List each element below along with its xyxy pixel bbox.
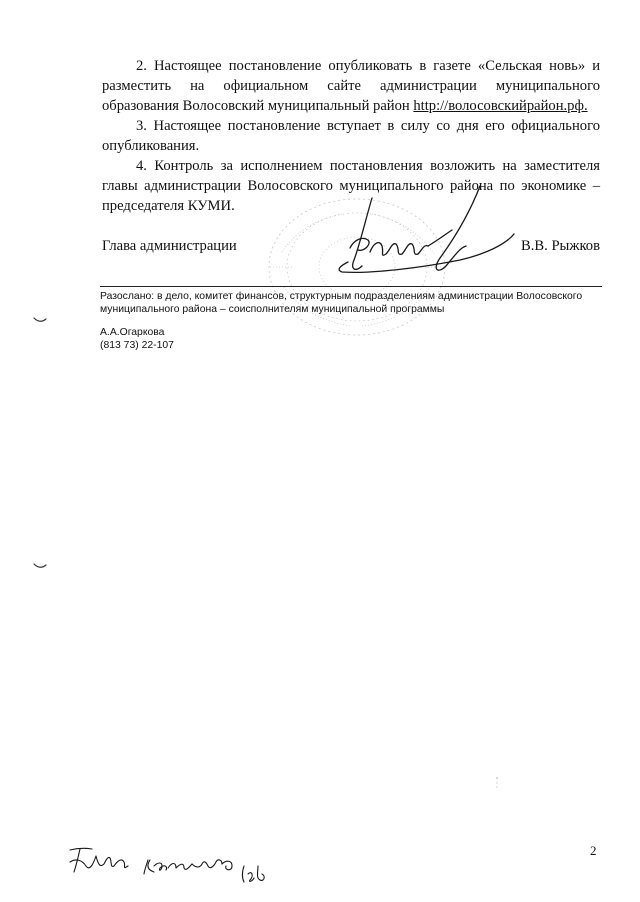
paragraph-control: 4. Контроль за исполнением постановления возложить на заместителя главы администрации Волосовского муниципального района по экономике – председателя КУМИ. bbox=[102, 158, 600, 214]
signatory-position: Глава администрации bbox=[102, 238, 237, 254]
website-link[interactable]: http://волосовскийрайон.рф. bbox=[413, 98, 588, 114]
binder-hole-mark bbox=[33, 562, 47, 570]
signatory-name: В.В. Рыжков bbox=[521, 238, 600, 254]
page-number: 2 bbox=[590, 843, 597, 858]
separator-line bbox=[100, 286, 602, 287]
paragraph-publication-text: 2. Настоящее постановление опубликовать в газете «Сельская новь» и разместить на официальном сайте администрации муниципального образования Волосовский муниципальный район bbox=[102, 58, 600, 114]
paragraph-effective-date: 3. Настоящее постановление вступает в силу со дня его официального опубликования. bbox=[102, 118, 600, 154]
executor-name: А.А.Огаркова bbox=[100, 327, 165, 338]
scan-speck bbox=[495, 775, 499, 789]
paragraph-publication bbox=[102, 56, 600, 116]
binder-hole-mark bbox=[33, 316, 47, 324]
executor-contact bbox=[100, 326, 174, 352]
distribution-list: Разослано: в дело, комитет финансов, структурным подразделениям администрации Волосовского муниципального района – соисполнителям муниципальной программы bbox=[100, 291, 583, 315]
handwritten-approval-note bbox=[66, 836, 276, 886]
executor-phone: (813 73) 22-107 bbox=[100, 340, 174, 351]
signature-mark bbox=[310, 178, 520, 283]
